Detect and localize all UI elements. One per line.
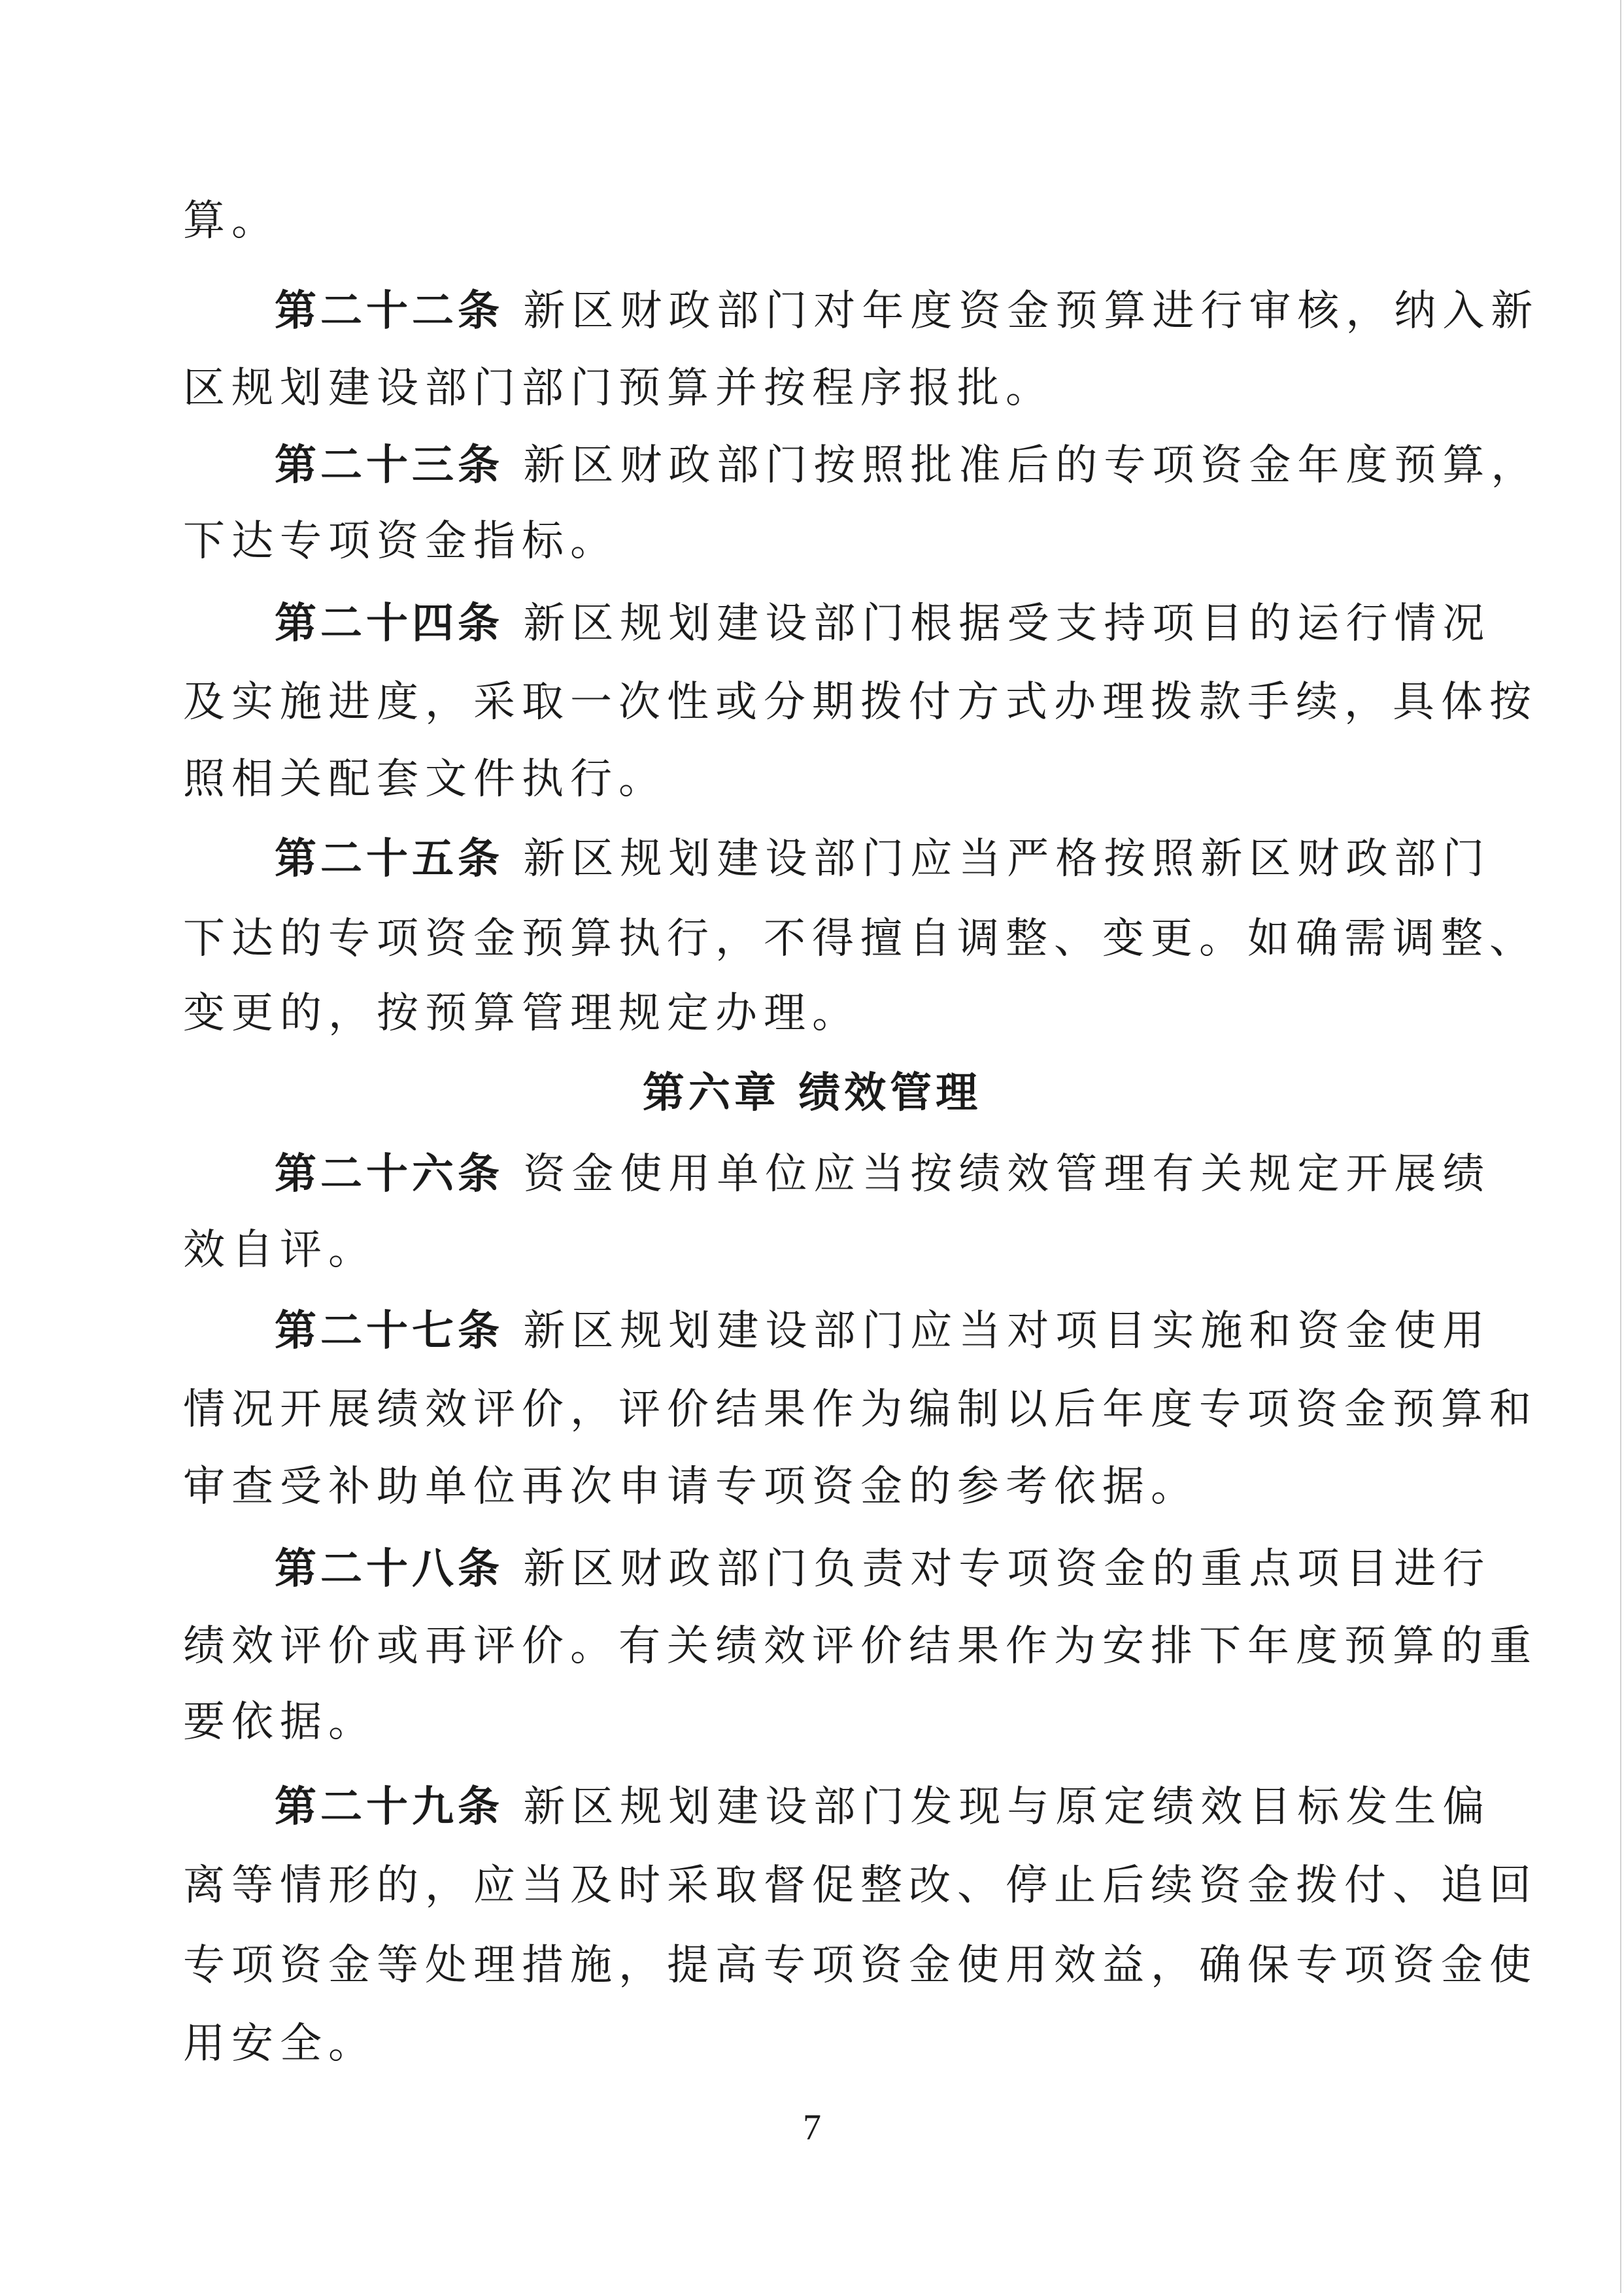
line-text: 要依据。 [183,1698,377,1746]
line-text: 变更的，按预算管理规定办理。 [183,989,860,1038]
article-26-first-line [275,1150,1491,1198]
article-number: 第二十三条 [275,441,503,490]
page-number: 7 [803,2107,821,2148]
article-29-first-line [275,1783,1491,1831]
article-number: 第二十五条 [275,835,503,883]
line-text: 新区财政部门对年度资金预算进行审核，纳入新 [523,287,1540,335]
article-number: 第二十四条 [275,600,503,648]
chapter-heading: 第六章 绩效管理 [642,1069,982,1117]
article-number: 第二十九条 [275,1783,503,1831]
line-text: 区规划建设部门部门预算并按程序报批。 [183,364,1054,413]
scan-edge-line [1620,0,1621,2293]
article-24-first-line [275,600,1491,648]
line-text: 专项资金等处理措施，提高专项资金使用效益，确保专项资金使 [183,1941,1538,1990]
line-text: 下达专项资金指标。 [183,517,618,566]
text-line [183,756,1464,803]
line-text: 新区财政部门按照批准后的专项资金年度预算， [523,441,1540,490]
text-line [183,990,1464,1037]
article-22-first-line [275,287,1540,335]
text-line [183,1385,1538,1434]
article-25-first-line [275,835,1491,883]
text-line [183,2020,1464,2067]
article-number: 第二十八条 [275,1545,503,1593]
line-text: 新区财政部门负责对专项资金的重点项目进行 [523,1545,1491,1593]
line-text: 情况开展绩效评价，评价结果作为编制以后年度专项资金预算和 [183,1385,1538,1434]
text-line [183,1463,1464,1510]
line-text: 绩效评价或再评价。有关绩效评价结果作为安排下年度预算的重 [183,1622,1538,1671]
line-text: 新区规划建设部门发现与原定绩效目标发生偏 [523,1783,1491,1831]
line-text: 及实施进度，采取一次性或分期拨付方式办理拨款手续，具体按 [183,678,1538,726]
text-line [183,915,1538,963]
article-28-first-line [275,1545,1491,1593]
line-text: 用安全。 [183,2020,377,2068]
line-text: 审查受补助单位再次申请专项资金的参考依据。 [183,1463,1199,1511]
article-27-first-line [275,1307,1491,1355]
line-text: 新区规划建设部门应当对项目实施和资金使用 [523,1307,1491,1355]
article-number: 第二十七条 [275,1307,503,1355]
text-line [183,1227,1464,1274]
article-number: 第二十六条 [275,1150,503,1198]
article-number: 第二十二条 [275,287,503,335]
line-text: 算。 [183,197,280,245]
text-line [183,1622,1538,1671]
line-text: 效自评。 [183,1226,377,1274]
text-line [183,1861,1538,1910]
text-line [183,1941,1538,1990]
line-text: 下达的专项资金预算执行，不得擅自调整、变更。如确需调整、 [183,915,1538,963]
text-line [183,678,1538,726]
line-text: 资金使用单位应当按绩效管理有关规定开展绩 [523,1150,1491,1198]
text-line [183,365,1464,412]
line-text: 离等情形的，应当及时采取督促整改、停止后续资金拨付、追回 [183,1861,1538,1910]
text-line [183,197,1464,245]
line-text: 新区规划建设部门应当严格按照新区财政部门 [523,835,1491,883]
text-line [183,1699,1464,1746]
line-text: 新区规划建设部门根据受支持项目的运行情况 [523,600,1491,648]
line-text: 照相关配套文件执行。 [183,755,667,804]
article-23-first-line [275,441,1540,490]
text-line [183,518,1464,565]
